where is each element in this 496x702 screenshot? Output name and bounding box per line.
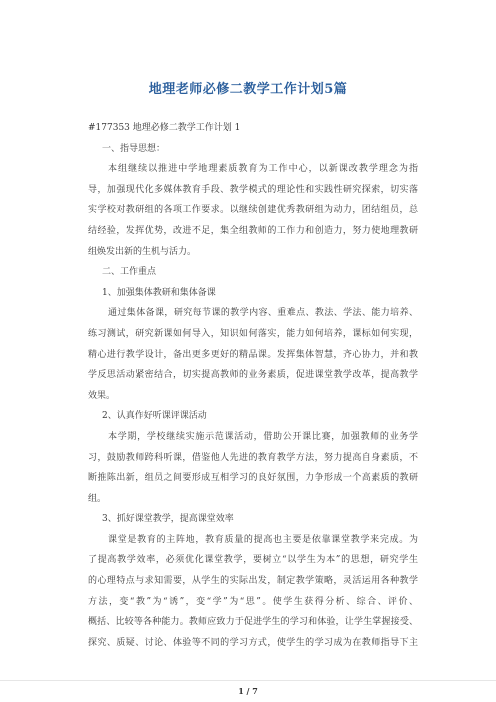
paragraph-line: 了提高教学效率，必须优化课堂教学，要树立“以学生为本”的思想，研究学生 xyxy=(88,555,418,566)
paragraph-line: 通过集体备课，研究每节课的教学内容、重难点、教法、学法、能力培养、 xyxy=(108,308,418,319)
section-heading: 二、工作重点 xyxy=(102,267,157,278)
footer-divider xyxy=(0,680,496,681)
paragraph-line: 组。 xyxy=(88,493,107,504)
paragraph-line: 实学校对教研组的各项工作要求。以继续创建优秀教研组为动力，团结组员，总 xyxy=(88,205,418,216)
document-body xyxy=(88,118,418,653)
paragraph-line: 习，鼓励教师跨科听课，借鉴他人先进的教育教学方法，努力提高自身素质，不 xyxy=(88,452,418,463)
subsection-heading: 1、加强集体教研和集体备课 xyxy=(102,287,216,298)
paragraph-line: 概括、比较等各种能力。教师应致力于促进学生的学习和体验，让学生掌握接受、 xyxy=(88,617,418,628)
paragraph-line: 方法，变“教”为“诱”，变“学”为“思”。使学生获得分析、综合、评价、 xyxy=(88,596,418,607)
paragraph-line: 结经验，发挥优势，改进不足，集全组教师的工作力和创造力，努力使地理教研 xyxy=(88,225,418,236)
subsection-heading: 2、认真作好听课评课活动 xyxy=(102,411,207,422)
paragraph-line: 探究、质疑、讨论、体验等不同的学习方式，使学生的学习成为在教师指导下主 xyxy=(88,637,418,648)
paragraph-line: 学反思活动紧密结合，切实提高教师的业务素质，促进课堂教学改革，提高教学 xyxy=(88,370,418,381)
section-heading: 一、指导思想： xyxy=(102,143,166,154)
paragraph-line: 精心进行教学设计，备出更多更好的精品课。发挥集体智慧，齐心协力，并和教 xyxy=(88,349,418,360)
paragraph-line: 组焕发出新的生机与活力。 xyxy=(88,246,197,257)
paragraph-line: 本组继续以推进中学地理素质教育为工作中心，以新课改教学理念为指 xyxy=(108,164,418,175)
paragraph-line: 的心理特点与求知需要，从学生的实际出发，制定教学策略，灵活运用各种教学 xyxy=(88,576,418,587)
paragraph-line: 断推陈出新，组员之间要形成互相学习的良好氛围，力争形成一个高素质的教研 xyxy=(88,473,418,484)
subsection-heading: 3、抓好课堂教学，提高课堂效率 xyxy=(102,514,234,525)
paragraph-line: 课堂是教育的主阵地，教育质量的提高也主要是依靠课堂教学来完成。为 xyxy=(108,534,418,545)
paragraph-line: 导，加强现代化多媒体教育手段、教学模式的理论性和实践性研究探索，切实落 xyxy=(88,184,418,195)
paragraph-line: 效果。 xyxy=(88,390,116,401)
document-title: 地理老师必修二教学工作计划5篇 xyxy=(148,82,348,97)
page-number: 1 / 7 xyxy=(238,686,258,696)
paragraph-line: 本学期，学校继续实施示范课活动，借助公开课比赛，加强教师的业务学 xyxy=(108,431,418,442)
paragraph-line: 练习测试，研究新课如何导入，知识如何落实，能力如何培养，课标如何实现， xyxy=(88,328,418,339)
doc-id-line: #177353 地理必修二教学工作计划 1 xyxy=(88,123,241,133)
